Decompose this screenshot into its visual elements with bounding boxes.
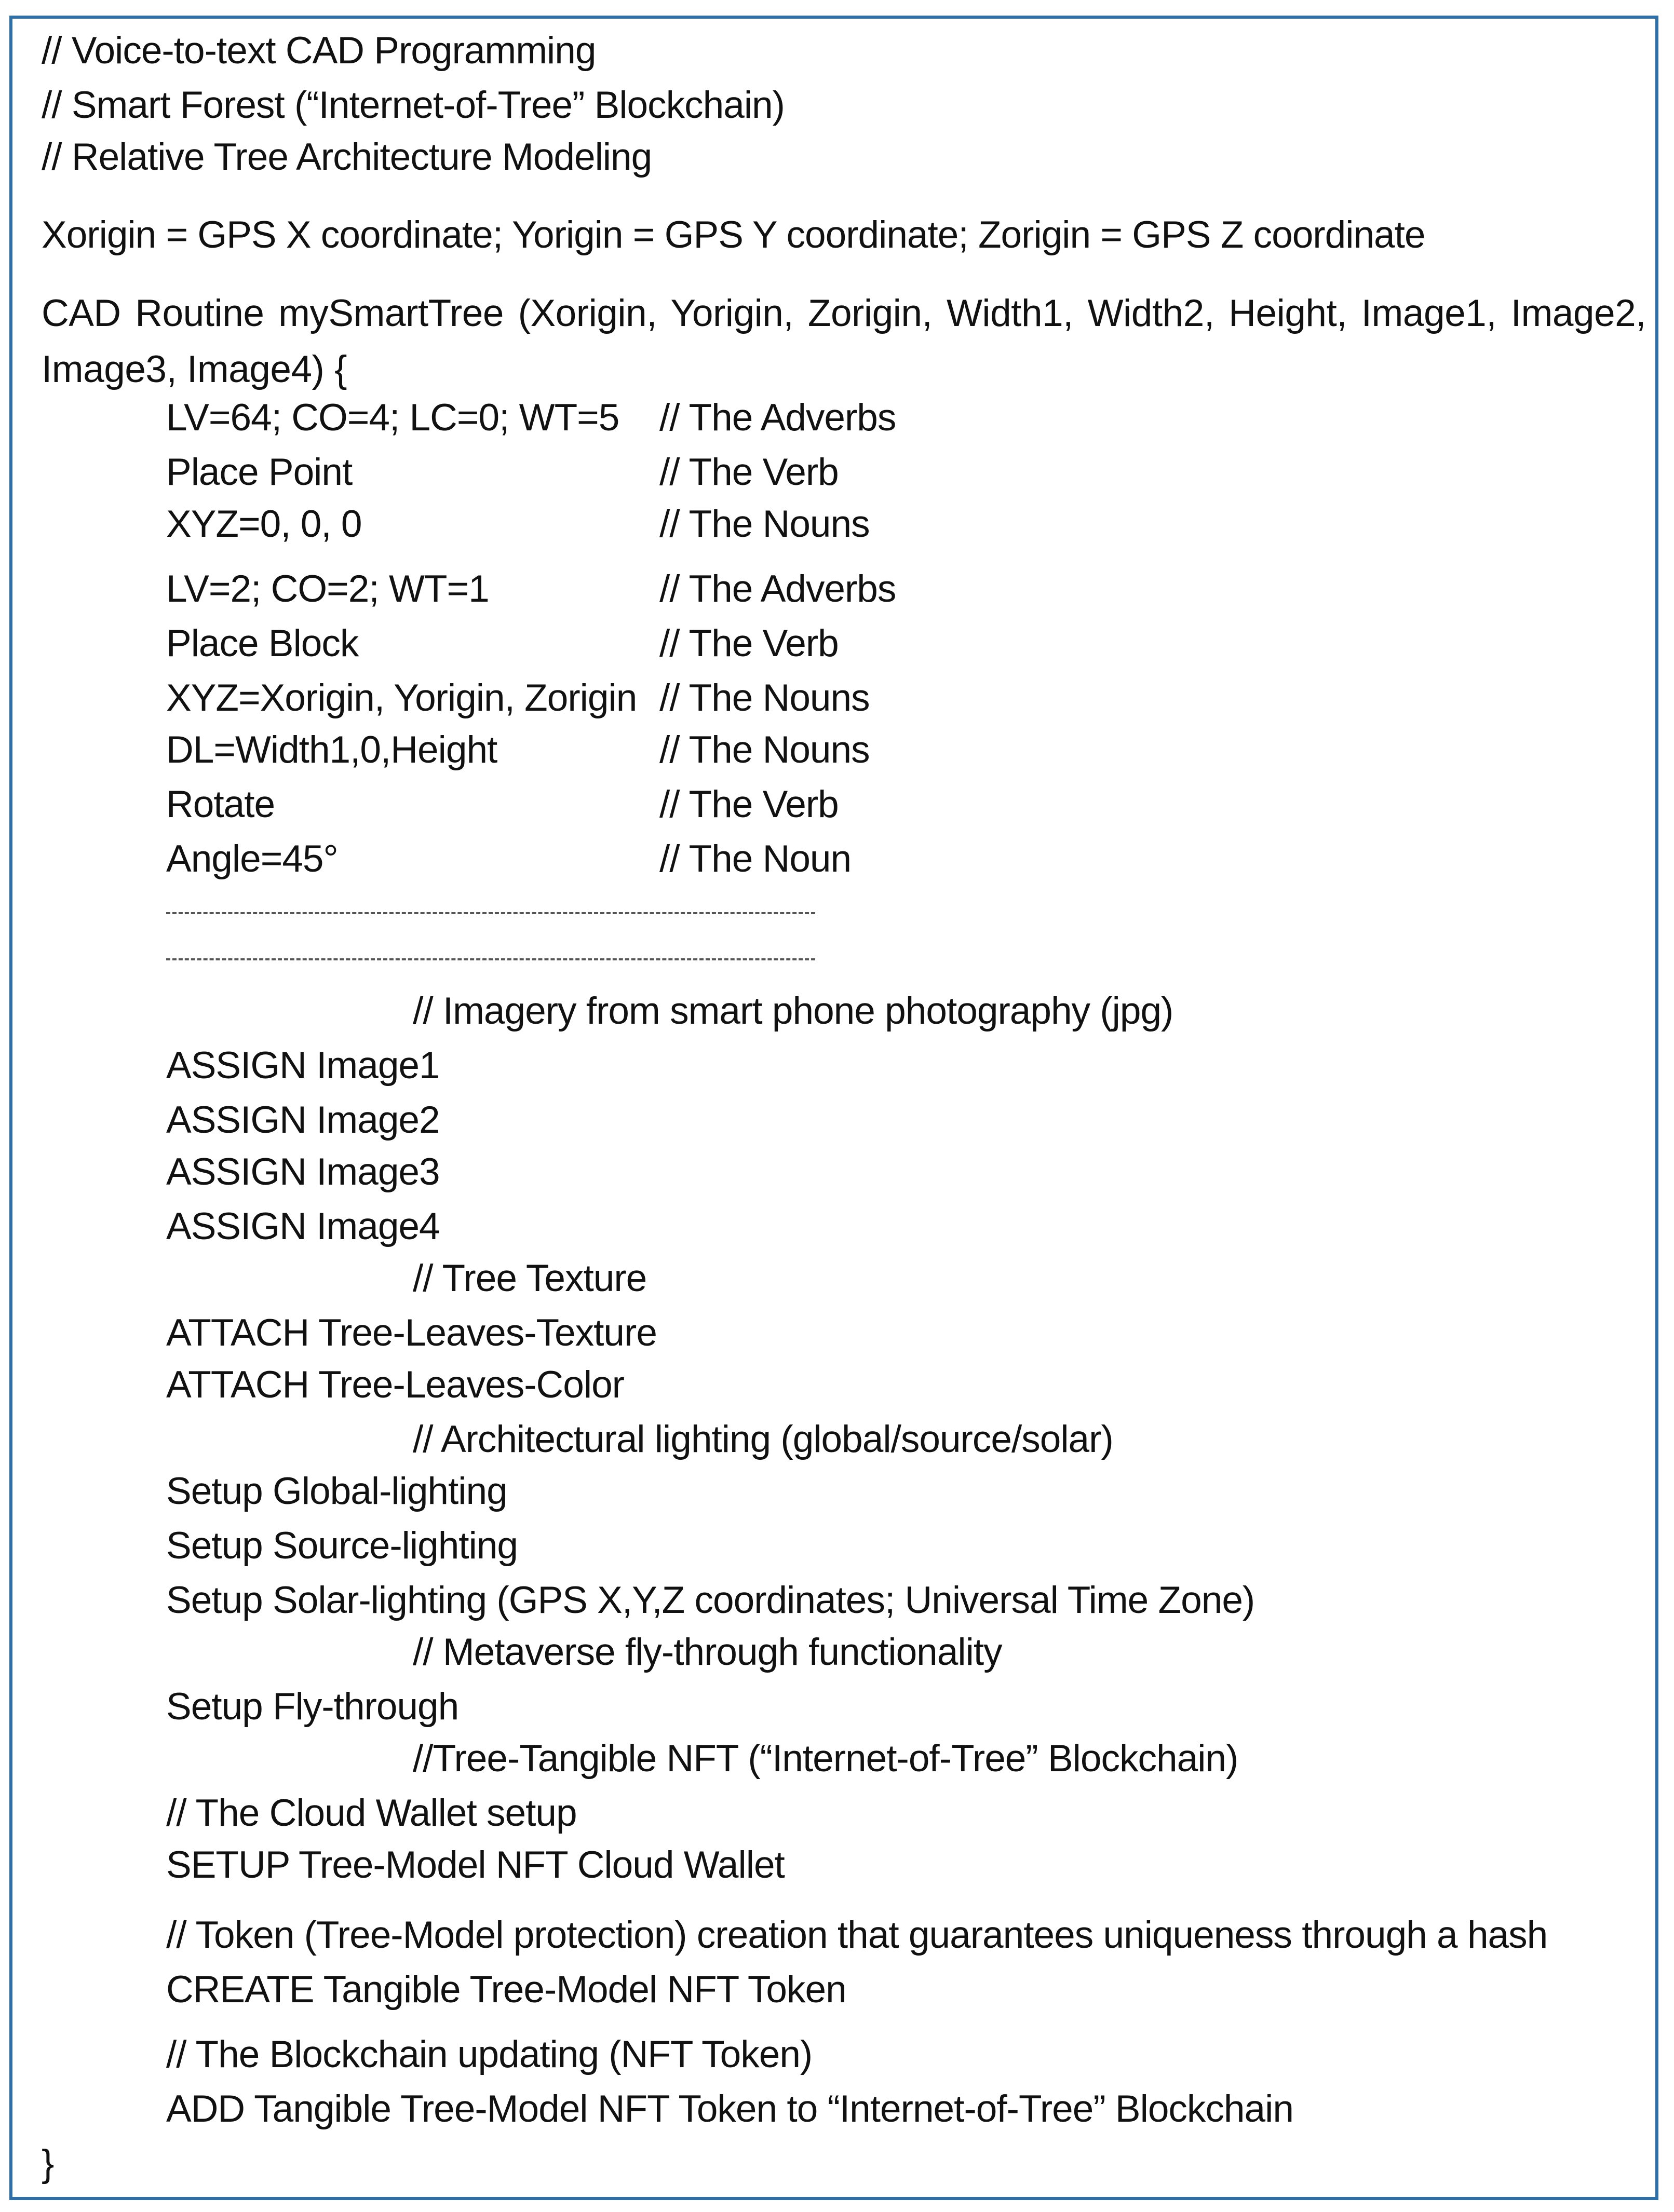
- code-line: Setup Source-lighting: [166, 1525, 518, 1567]
- routine-signature: CAD Routine mySmartTree (Xorigin, Yorigin, Zorigin, Width1, Width2, Height, Image1, Image2, Image3, Image4) {: [42, 292, 1646, 390]
- code-line: Setup Global-lighting: [166, 1470, 507, 1512]
- header-comment-2: // Smart Forest (“Internet-of-Tree” Blockchain): [42, 84, 785, 126]
- section-comment-flythrough: // Metaverse fly-through functionality: [413, 1631, 1002, 1673]
- statement-code: XYZ=0, 0, 0: [166, 503, 362, 545]
- code-line: ASSIGN Image3: [166, 1151, 440, 1193]
- statement-code: DL=Width1,0,Height: [166, 729, 497, 771]
- dashed-separator: [166, 912, 815, 914]
- statement-comment: // The Verb: [659, 783, 839, 825]
- section-comment-lighting: // Architectural lighting (global/source/solar): [413, 1418, 1113, 1460]
- code-line: CREATE Tangible Tree-Model NFT Token: [166, 1969, 846, 2011]
- statement-code: LV=64; CO=4; LC=0; WT=5: [166, 397, 619, 439]
- statement-code: Rotate: [166, 783, 275, 825]
- statement-code: Place Point: [166, 451, 353, 493]
- statement-code: LV=2; CO=2; WT=1: [166, 568, 489, 610]
- statement-comment: // The Nouns: [659, 729, 870, 771]
- code-line: SETUP Tree-Model NFT Cloud Wallet: [166, 1844, 785, 1886]
- statement-comment: // The Nouns: [659, 503, 870, 545]
- statement-comment: // The Noun: [659, 838, 852, 880]
- section-comment-texture: // Tree Texture: [413, 1257, 647, 1299]
- statement-comment: // The Verb: [659, 622, 839, 664]
- statement-code: Angle=45°: [166, 838, 338, 880]
- code-line: ADD Tangible Tree-Model NFT Token to “Internet-of-Tree” Blockchain: [166, 2088, 1293, 2130]
- code-comment: // The Cloud Wallet setup: [166, 1792, 577, 1834]
- code-line: Setup Solar-lighting (GPS X,Y,Z coordinates; Universal Time Zone): [166, 1579, 1255, 1621]
- origin-definition: Xorigin = GPS X coordinate; Yorigin = GPS Y coordinate; Zorigin = GPS Z coordinate: [42, 214, 1425, 256]
- header-comment-1: // Voice-to-text CAD Programming: [42, 30, 596, 72]
- code-line: ASSIGN Image4: [166, 1205, 440, 1247]
- dashed-separator: [166, 958, 815, 960]
- code-comment: // Token (Tree-Model protection) creation that guarantees uniqueness through a hash: [166, 1914, 1548, 1956]
- statement-comment: // The Adverbs: [659, 568, 896, 610]
- statement-comment: // The Nouns: [659, 677, 870, 719]
- statement-code: Place Block: [166, 622, 359, 664]
- code-comment: // The Blockchain updating (NFT Token): [166, 2033, 813, 2075]
- code-line: ASSIGN Image2: [166, 1099, 440, 1141]
- header-comment-3: // Relative Tree Architecture Modeling: [42, 136, 652, 178]
- code-line: ATTACH Tree-Leaves-Color: [166, 1364, 624, 1406]
- code-line: ATTACH Tree-Leaves-Texture: [166, 1312, 657, 1354]
- statement-comment: // The Verb: [659, 451, 839, 493]
- statement-comment: // The Adverbs: [659, 397, 896, 439]
- closing-brace: }: [42, 2142, 54, 2184]
- section-comment-imagery: // Imagery from smart phone photography (jpg): [413, 990, 1173, 1032]
- section-comment-nft: //Tree-Tangible NFT (“Internet-of-Tree” Blockchain): [413, 1738, 1238, 1780]
- code-line: ASSIGN Image1: [166, 1044, 440, 1087]
- code-line: Setup Fly-through: [166, 1686, 459, 1728]
- statement-code: XYZ=Xorigin, Yorigin, Zorigin: [166, 677, 637, 719]
